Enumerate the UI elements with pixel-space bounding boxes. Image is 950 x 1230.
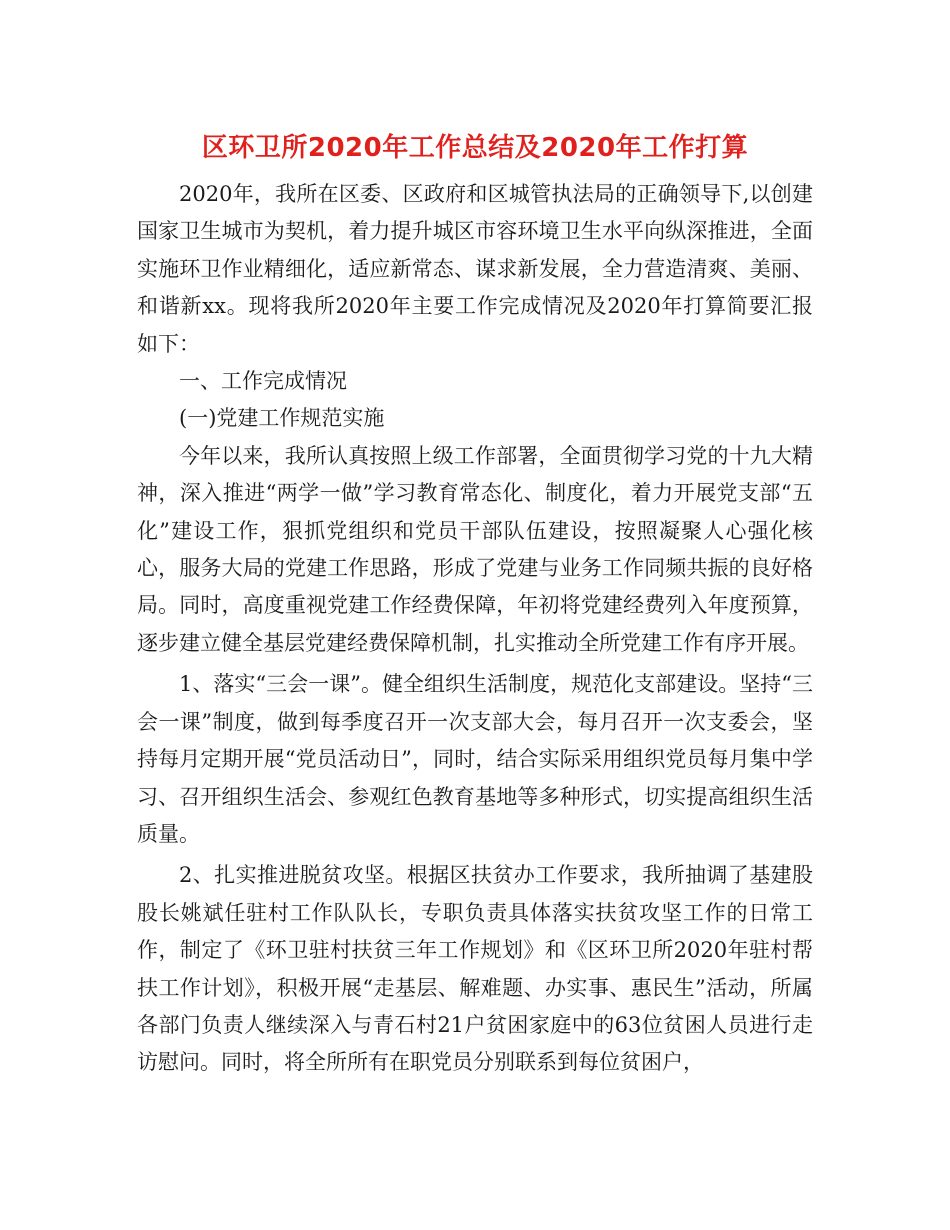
paragraph-party-building: 今年以来，我所认真按照上级工作部署，全面贯彻学习党的十九大精神，深入推进“两学一做”学习教育常态化、制度化，着力开展党支部“五化”建设工作，狠抓党组织和党员干部队伍建设，按照凝聚人心强化核心，服务大局的党建工作思路，形成了党建与业务工作同频共振的良好格局。同时，高度重视党建工作经费保障，年初将党建经费列入年度预算，逐步建立健全基层党建经费保障机制，扎实推动全所党建工作有序开展。 bbox=[137, 443, 813, 655]
paragraph-poverty-alleviation: 2、扎实推进脱贫攻坚。根据区扶贫办工作要求，我所抽调了基建股股长姚斌任驻村工作队队长，专职负责具体落实扶贫攻坚工作的日常工作，制定了《环卫驻村扶贫三年工作规划》和《区环卫所2020年驻村帮扶工作计划》，积极开展“走基层、解难题、办实事、惠民生”活动，所属各部门负责人继续深入与青石村21户贫困家庭中的63位贫困人员进行走访慰问。同时，将全所所有在职党员分别联系到每位贫困户， bbox=[137, 863, 813, 1075]
document-body bbox=[137, 176, 813, 1082]
section-heading-work-completion: 一、工作完成情况 bbox=[179, 369, 347, 394]
paragraph-three-meetings: 1、落实“三会一课”。健全组织生活制度，规范化支部建设。坚持“三会一课”制度，做到每季度召开一次支部大会，每月召开一次支委会，坚持每月定期开展“党员活动日”，同时，结合实际采用组织党员每月集中学习、召开组织生活会、参观红色教育基地等多种形式，切实提高组织生活质量。 bbox=[137, 672, 813, 846]
paragraph-intro: 2020年，我所在区委、区政府和区城管执法局的正确领导下,以创建国家卫生城市为契机，着力提升城区市容环境卫生水平向纵深推进，全面实施环卫作业精细化，适应新常态、谋求新发展，全力营造清爽、美丽、和谐新xx。现将我所2020年主要工作完成情况及2020年打算简要汇报如下： bbox=[137, 182, 813, 356]
document-title: 区环卫所2020年工作总结及2020年工作打算 bbox=[201, 133, 749, 163]
subsection-heading-party-building: (一)党建工作规范实施 bbox=[179, 406, 385, 431]
